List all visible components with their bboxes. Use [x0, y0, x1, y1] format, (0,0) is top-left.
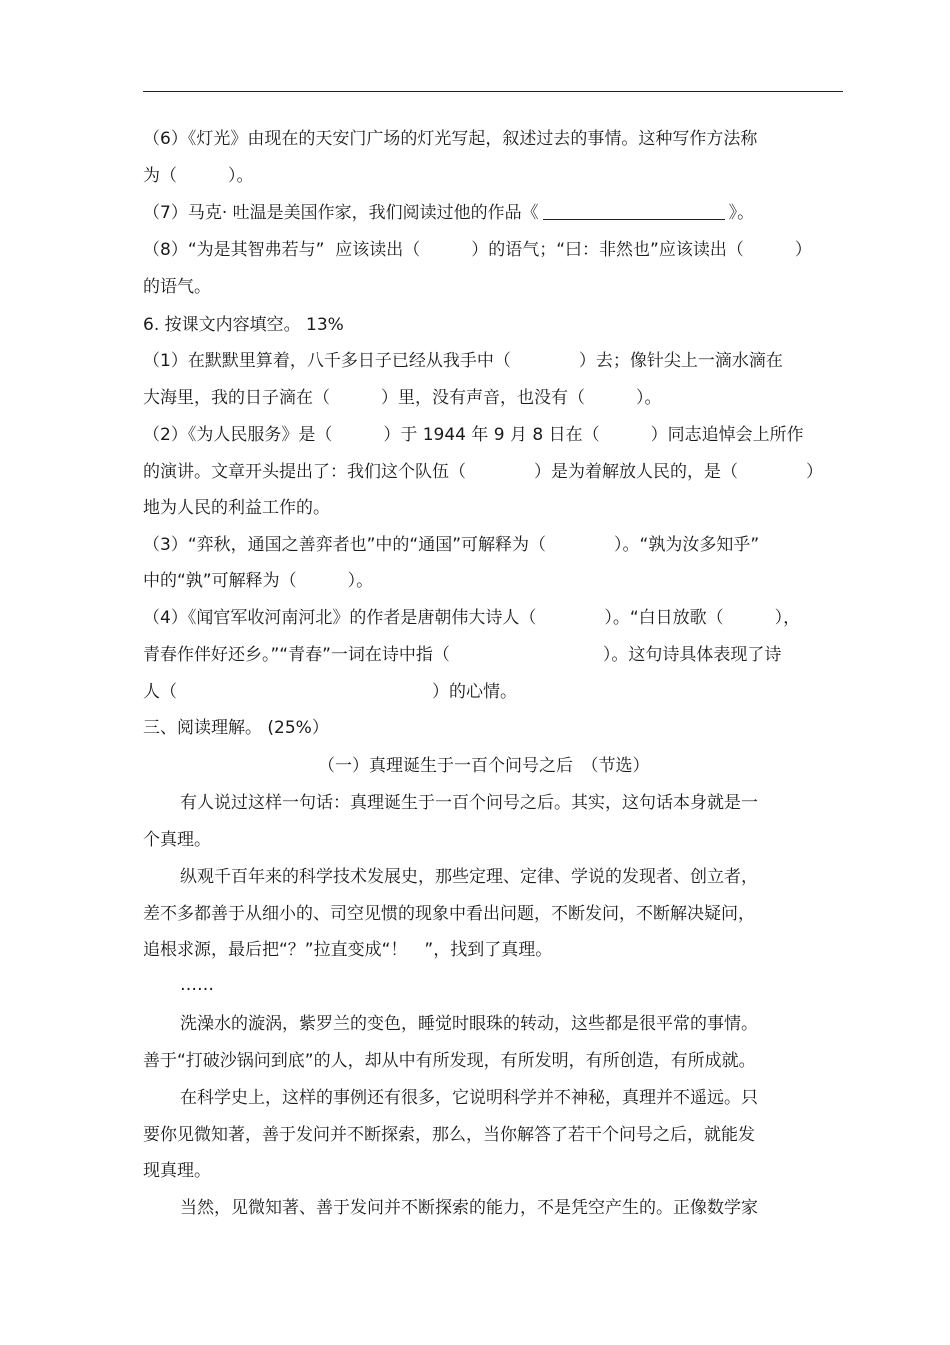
fill-3-cont: 中的“孰”可解释为（ ）。	[143, 571, 374, 591]
paragraph-4-end: 现真理。	[143, 1161, 211, 1181]
header-rule	[143, 91, 843, 92]
paragraph-2: 纵观千百年来的科学技术发展史，那些定理、定律、学说的发现者、创立者，	[180, 867, 758, 887]
question-7-end: 》。	[728, 203, 755, 223]
question-8: （8）“为是其智弗若与” 应该读出（ ）的语气；“曰：非然也”应该读出（ ）	[143, 240, 812, 260]
question-8-cont: 的语气。	[143, 277, 211, 297]
fill-4-cont: 青春作伴好还乡。”“青春”一词在诗中指（ ）。这句诗具体表现了诗	[143, 645, 782, 665]
paragraph-1: 有人说过这样一句话：真理诞生于一百个问号之后。其实，这句话本身就是一	[180, 793, 758, 813]
fill-2-end: 地为人民的利益工作的。	[143, 498, 330, 518]
question-6: （6）《灯光》由现在的天安门广场的灯光写起，叙述过去的事情。这种写作方法称	[143, 129, 758, 149]
paragraph-2-cont: 差不多都善于从细小的、司空见惯的现象中看出问题，不断发问，不断解决疑问，	[143, 904, 755, 924]
fill-4-end: 人（ ）的心情。	[143, 682, 517, 702]
paragraph-4-cont: 要你见微知著，善于发问并不断探索，那么，当你解答了若干个问号之后，就能发	[143, 1125, 755, 1145]
question-6-cont: 为（ ）。	[143, 166, 254, 186]
paragraph-5: 当然，见微知著、善于发问并不断探索的能力，不是凭空产生的。正像数学家	[180, 1198, 758, 1218]
fill-4: （4）《闻官军收河南河北》的作者是唐朝伟大诗人（ ）。“白日放歌（ ），	[143, 608, 801, 628]
paragraph-4: 在科学史上，这样的事例还有很多，它说明科学并不神秘，真理并不遥远。只	[180, 1088, 758, 1108]
section-3-title: 三、阅读理解。 (25%）	[143, 718, 329, 738]
fill-3: （3）“弈秋，通国之善弈者也”中的“通国”可解释为（ ）。“孰为汝多知乎”	[143, 535, 760, 555]
fill-2-cont: 的演讲。文章开头提出了：我们这个队伍（ ）是为着解放人民的，是（ ）	[143, 462, 823, 482]
fill-2: （2）《为人民服务》是（ ）于 1944 年 9 月 8 日在（ ）同志追悼会上所作	[143, 425, 804, 445]
answer-blank[interactable]	[543, 203, 725, 220]
ellipsis: ……	[180, 975, 214, 995]
paragraph-1-cont: 个真理。	[143, 830, 211, 850]
fill-1-cont: 大海里，我的日子滴在（ ）里，没有声音，也没有（ ）。	[143, 388, 662, 408]
section-6-title: 6. 按课文内容填空。 13%	[143, 315, 344, 335]
fill-1: （1）在默默里算着，八千多日子已经从我手中（ ）去；像针尖上一滴水滴在	[143, 351, 783, 371]
paragraph-3-cont: 善于“打破沙锅问到底”的人，却从中有所发现，有所发明，有所创造，有所成就。	[143, 1051, 756, 1071]
question-7	[143, 202, 754, 224]
paragraph-2-end: 追根求源，最后把“？”拉直变成“！ ”，找到了真理。	[143, 940, 553, 960]
passage-title: （一）真理诞生于一百个问号之后 （节选）	[318, 756, 650, 776]
question-7-text: （7）马克· 吐温是美国作家，我们阅读过他的作品《	[143, 203, 539, 223]
paragraph-3: 洗澡水的漩涡，紫罗兰的变色，睡觉时眼珠的转动，这些都是很平常的事情。	[180, 1014, 758, 1034]
